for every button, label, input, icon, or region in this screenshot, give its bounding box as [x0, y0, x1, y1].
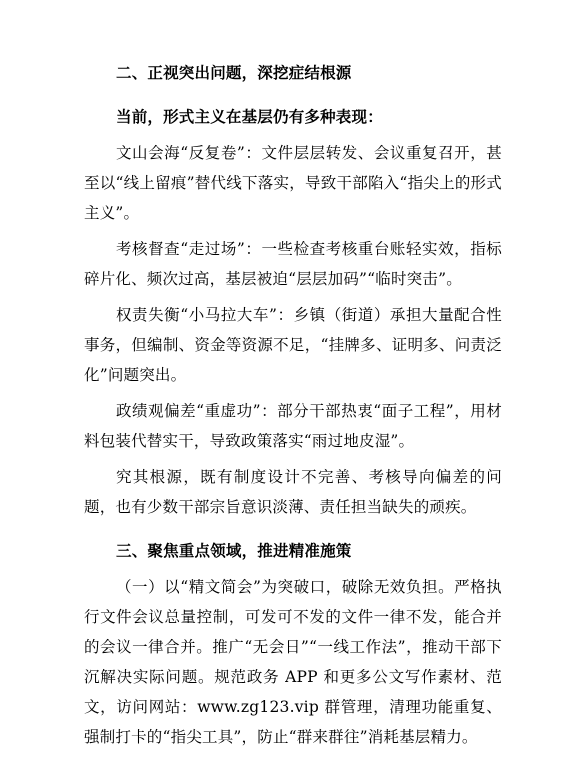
section-heading-3: 三、聚焦重点领域，推进精准施策 — [116, 541, 352, 560]
section-heading-2: 二、正视突出问题，深挖症结根源 — [116, 63, 352, 82]
paragraph-responsibility: 权责失衡“小马拉大车”：乡镇（街道）承担大量配合性事务，但编制、资金等资源不足，“挂牌多、证明多、问责泛化”问题突出。 — [84, 306, 502, 384]
paragraph-root-cause: 究其根源，既有制度设计不完善、考核导向偏差的问题，也有少数干部宗旨意识淡薄、责任担当缺失的顽疾。 — [84, 468, 502, 516]
paragraph-meetings: 文山会海“反复卷”：文件层层转发、会议重复召开，甚至以“线上留痕”替代线下落实，导致干部陷入“指尖上的形式主义”。 — [84, 144, 502, 222]
spacer — [84, 88, 502, 94]
intro-paragraph: 当前，形式主义在基层仍有多种表现： — [116, 107, 383, 126]
spacer — [84, 522, 502, 528]
document-body — [84, 58, 502, 752]
paragraph-measures: （一）以“精文简会”为突破口，破除无效负担。严格执行文件会议总量控制，可发可不发的文件一律不发，能合并的会议一律合并。推广“无会日”“一线工作法”，推动干部下沉解决实际问题。规范政务 APP 和更多公文写作素材、范文，访问网站：www.zg123.vip 群管理，清理功能重复、强制打卡的“指尖工具”，防止“群来群往”消耗基层精力。 — [84, 578, 502, 746]
paragraph-achievement: 政绩观偏差“重虚功”：部分干部热衷“面子工程”，用材料包装代替实干，导致政策落实“雨过地皮湿”。 — [84, 402, 502, 450]
paragraph-inspection: 考核督查“走过场”：一些检查考核重台账轻实效，指标碎片化、频次过高，基层被迫“层层加码”“临时突击”。 — [84, 240, 502, 288]
